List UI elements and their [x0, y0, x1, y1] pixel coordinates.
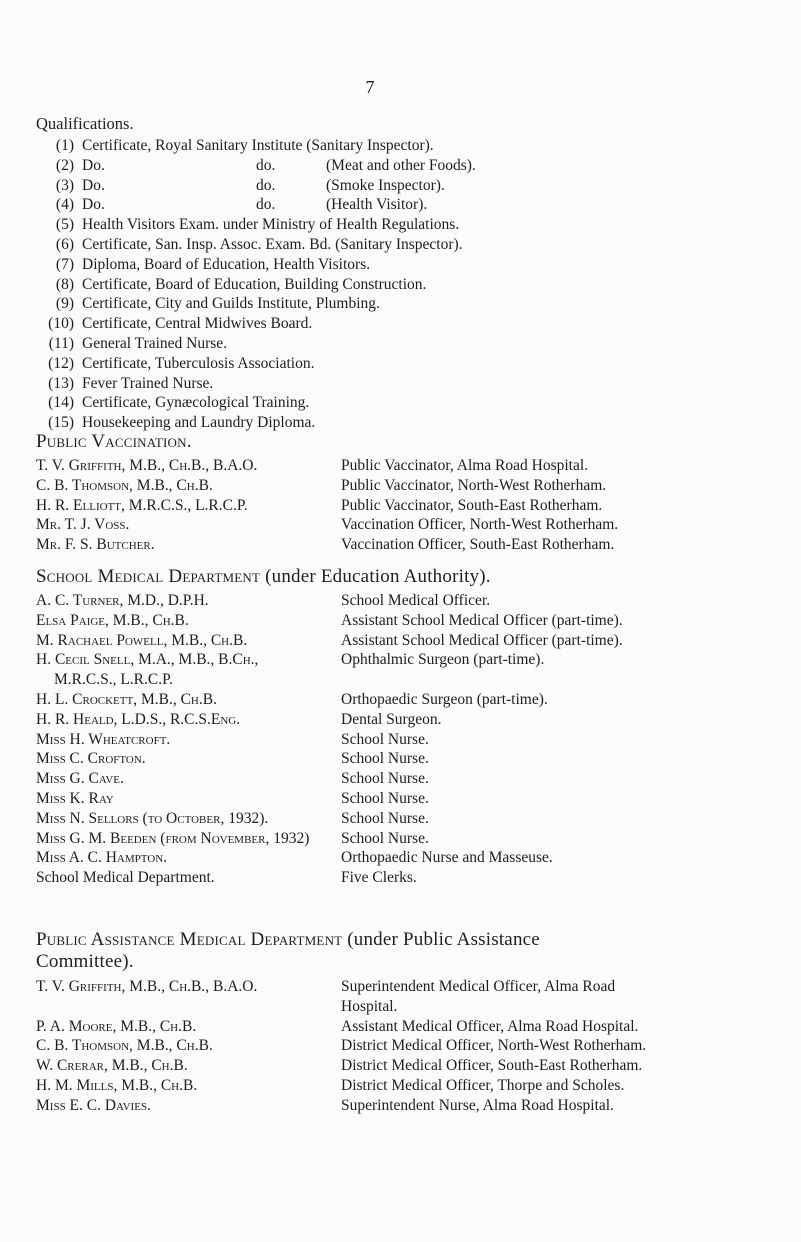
table-row	[36, 1018, 766, 1038]
person-role: Orthopaedic Nurse and Masseuse.	[341, 849, 553, 867]
list-item	[48, 256, 748, 276]
section-title-main: School Medical Department	[36, 566, 261, 587]
person-role: School Nurse.	[341, 770, 429, 788]
list-item	[48, 276, 748, 296]
item-text: Health Visitors Exam. under Ministry of Health Regulations.	[82, 216, 460, 234]
table-row	[36, 830, 766, 850]
table-row	[36, 1037, 766, 1057]
person-role: School Nurse.	[341, 829, 429, 847]
table-row	[36, 497, 766, 517]
public-vaccination-list	[36, 457, 766, 556]
person-name: Miss E. C. Davies.	[36, 1096, 151, 1114]
list-item	[48, 216, 748, 236]
table-row	[36, 770, 766, 790]
item-text: Certificate, San. Insp. Assoc. Exam. Bd. (Sanitary Inspector).	[82, 235, 463, 253]
person-role: District Medical Officer, North-West Rotherham.	[341, 1037, 647, 1055]
table-row	[36, 691, 766, 711]
person-name: T. V. Griffith, M.B., Ch.B., B.A.O.	[36, 978, 258, 995]
person-role: School Nurse.	[341, 809, 429, 827]
item-number: (12)	[48, 354, 74, 372]
item-number: (11)	[48, 334, 74, 352]
person-name: H. R. Elliott, M.R.C.S., L.R.C.P.	[36, 496, 248, 514]
section-title-qualifier: (under Education Authority).	[265, 566, 491, 587]
person-role: Five Clerks.	[341, 869, 417, 887]
item-number: (6)	[55, 235, 74, 253]
item-text: (Meat and other Foods).	[326, 156, 476, 174]
qualifications-heading: Qualifications.	[36, 114, 134, 133]
item-number: (15)	[48, 414, 74, 432]
item-text: Certificate, Tuberculosis Association.	[82, 354, 315, 372]
person-name: H. Cecil Snell, M.A., M.B., B.Ch.,	[36, 651, 259, 669]
table-row	[36, 849, 766, 869]
ditto-text: Do.	[82, 196, 105, 214]
list-item	[48, 295, 748, 315]
item-text: (Health Visitor).	[326, 196, 428, 214]
person-name: W. Crerar, M.B., Ch.B.	[36, 1057, 188, 1075]
table-row	[36, 516, 766, 536]
person-role: Dental Surgeon.	[341, 710, 442, 728]
person-role: Assistant School Medical Officer (part-time).	[341, 631, 623, 649]
person-role: District Medical Officer, Thorpe and Scholes.	[341, 1076, 625, 1094]
item-text: Housekeeping and Laundry Diploma.	[82, 414, 316, 432]
ditto-text: Do.	[82, 156, 105, 174]
table-row	[36, 536, 766, 556]
person-name: C. B. Thomson, M.B., Ch.B.	[36, 1037, 213, 1055]
qualifications-list	[48, 137, 748, 434]
person-name: Elsa Paige, M.B., Ch.B.	[36, 611, 189, 629]
table-row	[36, 651, 766, 691]
table-row	[36, 790, 766, 810]
item-number: (8)	[55, 275, 74, 293]
person-name: A. C. Turner, M.D., D.P.H.	[36, 592, 209, 609]
item-text: Certificate, Gynæcological Training.	[82, 394, 310, 412]
item-text: General Trained Nurse.	[82, 334, 228, 352]
item-text: Fever Trained Nurse.	[82, 374, 214, 392]
item-text: Certificate, Central Midwives Board.	[82, 315, 313, 333]
table-row	[36, 731, 766, 751]
ditto-text: Do.	[82, 176, 105, 194]
list-item	[48, 315, 748, 335]
list-item	[48, 236, 748, 256]
person-name: Miss G. M. Beeden (from November, 1932)	[36, 829, 310, 847]
person-role: Public Vaccinator, North-West Rotherham.	[341, 476, 607, 494]
item-number: (10)	[48, 315, 74, 333]
list-item	[48, 137, 748, 157]
section-title-qualifier: (under Public Assistance	[347, 929, 540, 950]
ditto-text: do.	[256, 156, 276, 174]
public-assistance-title-continued: Committee).	[36, 951, 134, 972]
person-name: C. B. Thomson, M.B., Ch.B.	[36, 476, 213, 494]
person-role: Orthopaedic Surgeon (part-time).	[341, 690, 548, 708]
person-name: Miss N. Sellors (to October, 1932).	[36, 809, 269, 827]
person-role: School Nurse.	[341, 789, 429, 807]
public-assistance-list	[36, 978, 766, 1117]
list-item	[48, 375, 748, 395]
person-name: Miss K. Ray	[36, 789, 114, 807]
person-name: P. A. Moore, M.B., Ch.B.	[36, 1017, 197, 1035]
list-item	[48, 177, 748, 197]
school-medical-list	[36, 592, 766, 889]
list-item	[48, 335, 748, 355]
item-number: (1)	[55, 137, 74, 154]
table-row	[36, 1057, 766, 1077]
person-role: Ophthalmic Surgeon (part-time).	[341, 651, 545, 669]
person-name: Miss H. Wheatcroft.	[36, 730, 171, 748]
table-row	[36, 632, 766, 652]
person-role: Superintendent Nurse, Alma Road Hospital.	[341, 1096, 614, 1114]
person-role: Assistant School Medical Officer (part-time).	[341, 611, 623, 629]
section-title-main: Public Assistance Medical Department	[36, 929, 343, 950]
public-assistance-title	[36, 929, 540, 951]
person-role: Public Vaccinator, South-East Rotherham.	[341, 496, 603, 514]
item-number: (5)	[55, 216, 74, 234]
ditto-text: do.	[256, 176, 276, 194]
table-row	[36, 457, 766, 477]
person-role: Assistant Medical Officer, Alma Road Hospital.	[341, 1017, 639, 1035]
item-number: (13)	[48, 374, 74, 392]
person-role: Superintendent Medical Officer, Alma Road	[341, 978, 616, 995]
item-text: Diploma, Board of Education, Health Visitors.	[82, 255, 371, 273]
table-row	[36, 477, 766, 497]
table-row	[36, 612, 766, 632]
table-row	[36, 1097, 766, 1117]
table-row	[36, 869, 766, 889]
item-number: (7)	[55, 255, 74, 273]
public-vaccination-title: Public Vaccination.	[36, 431, 192, 452]
person-name: T. V. Griffith, M.B., Ch.B., B.A.O.	[36, 457, 258, 474]
page-number: 7	[365, 77, 375, 97]
table-row	[36, 592, 766, 612]
item-text: Certificate, Board of Education, Building Construction.	[82, 275, 427, 293]
person-name: H. L. Crockett, M.B., Ch.B.	[36, 690, 217, 708]
person-name: Miss A. C. Hampton.	[36, 849, 168, 867]
table-row	[36, 711, 766, 731]
person-name: Miss C. Crofton.	[36, 750, 146, 768]
person-role: School Medical Officer.	[341, 592, 491, 609]
person-role: Vaccination Officer, South-East Rotherham.	[341, 536, 615, 554]
person-name: Miss G. Cave.	[36, 770, 124, 788]
item-number: (4)	[55, 196, 74, 214]
list-item	[48, 355, 748, 375]
person-name: Mr. F. S. Butcher.	[36, 536, 155, 554]
person-name: H. M. Mills, M.B., Ch.B.	[36, 1076, 198, 1094]
list-item	[48, 394, 748, 414]
item-number: (3)	[55, 176, 74, 194]
item-text: Certificate, Royal Sanitary Institute (Sanitary Inspector).	[82, 137, 434, 154]
person-name: School Medical Department.	[36, 869, 215, 887]
person-role-continued: Hospital.	[341, 997, 398, 1015]
item-text: Certificate, City and Guilds Institute, Plumbing.	[82, 295, 380, 313]
item-number: (2)	[55, 156, 74, 174]
person-role: Public Vaccinator, Alma Road Hospital.	[341, 457, 589, 474]
table-row	[36, 750, 766, 770]
table-row	[36, 978, 766, 1018]
table-row	[36, 1077, 766, 1097]
item-number: (9)	[55, 295, 74, 313]
person-role: District Medical Officer, South-East Rotherham.	[341, 1057, 643, 1075]
table-row	[36, 810, 766, 830]
person-name: Mr. T. J. Voss.	[36, 516, 130, 534]
school-medical-title	[36, 566, 491, 588]
person-role: Vaccination Officer, North-West Rotherham.	[341, 516, 619, 534]
item-number: (14)	[48, 394, 74, 412]
person-name: M. Rachael Powell, M.B., Ch.B.	[36, 631, 248, 649]
list-item	[48, 196, 748, 216]
list-item	[48, 157, 748, 177]
person-role: School Nurse.	[341, 750, 429, 768]
item-text: (Smoke Inspector).	[326, 176, 445, 194]
person-role: School Nurse.	[341, 730, 429, 748]
person-name: H. R. Heald, L.D.S., R.C.S.Eng.	[36, 710, 241, 728]
ditto-text: do.	[256, 196, 276, 214]
person-name-continued: M.R.C.S., L.R.C.P.	[54, 671, 173, 689]
